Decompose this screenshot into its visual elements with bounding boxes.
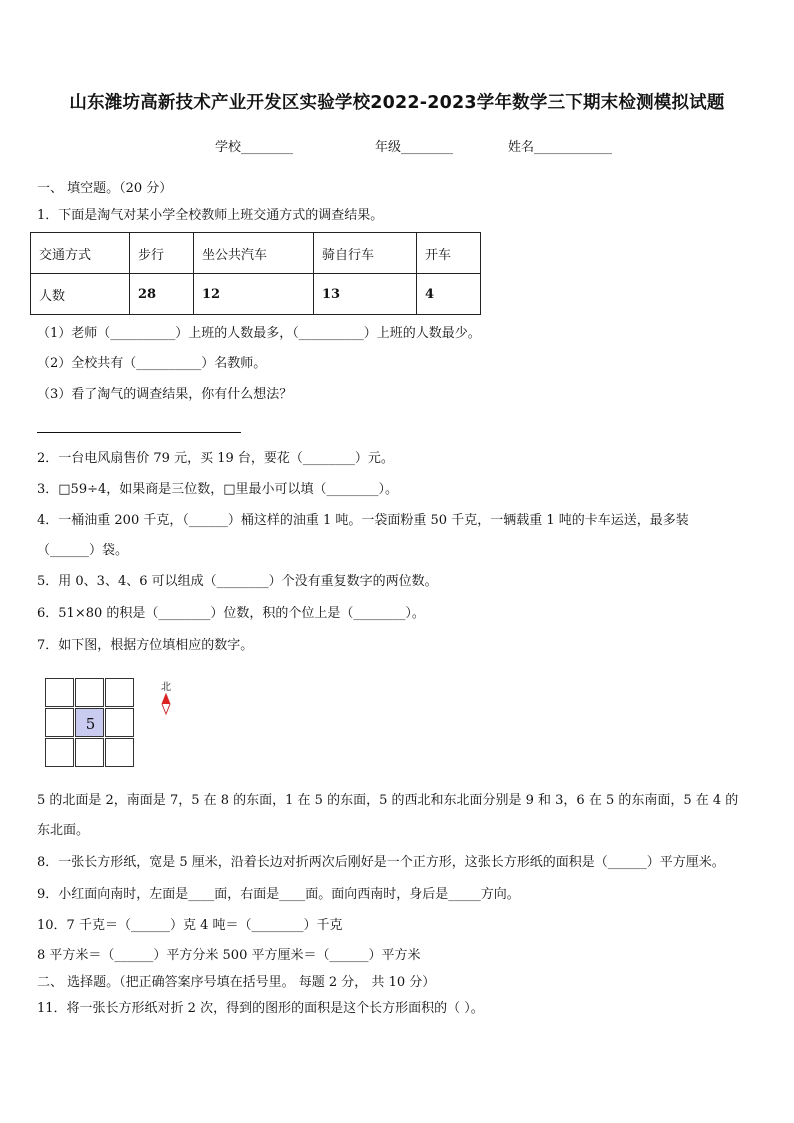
grid-cell [105,738,134,767]
center-number: 5 [85,715,96,733]
grid-cell [105,708,134,737]
table-row [31,274,481,315]
table-cell: 骑自行车 [314,233,417,274]
table-header-row [31,233,481,274]
question-4-line-1: 4．一桶油重 200 千克，（______）桶这样的油重 1 吨。一袋面粉重 50 千克，一辆载重 1 吨的卡车运送，最多装 [37,513,689,528]
question-11: 11．将一张长方形纸对折 2 次，得到的图形的面积是这个长方形面积的（ ）。 [37,1001,484,1016]
compass-arrow-icon [157,693,175,715]
question-1-part-3: （3）看了淘气的调查结果，你有什么想法？ [37,387,293,402]
grid-cell [45,738,74,767]
question-2: 2．一台电风扇售价 79 元，买 19 台，要花（________）元。 [37,451,394,466]
question-4-line-2: （______）袋。 [37,543,129,558]
table-cell: 开车 [417,233,481,274]
question-3: 3．□59÷4，如果商是三位数，□里最小可以填（________）。 [37,482,399,497]
grid-cell [45,708,74,737]
table-cell: 4 [417,274,481,315]
question-1: 1．下面是淘气对某小学全校教师上班交通方式的调查结果。 [37,208,384,223]
question-1-part-2: （2）全校共有（__________）名教师。 [37,356,267,371]
table-cell: 13 [314,274,417,315]
table-cell: 28 [130,274,194,315]
answer-line [37,432,241,433]
north-label: 北 [161,682,171,693]
table-cell: 12 [194,274,314,315]
table-cell: 交通方式 [31,233,130,274]
grid-cell [75,678,104,707]
grid-cell [105,678,134,707]
grid-cell [45,678,74,707]
section-heading-fill-blank: 一、 填空题。（20 分） [37,181,173,196]
question-10-line-1: 10．7 千克＝（______）克 4 吨＝（________）千克 [37,918,343,933]
grade-field: 年级________ [375,140,454,155]
table-cell: 步行 [130,233,194,274]
grid-cell-center [75,708,104,737]
north-compass [157,678,175,719]
section-heading-multiple-choice: 二、 选择题。（把正确答案序号填在括号里。 每题 2 分， 共 10 分） [37,975,436,990]
table-cell: 人数 [31,274,130,315]
question-9: 9．小红面向南时，左面是____面，右面是____面。面向西南时，身后是_____方向。 [37,887,520,902]
question-5: 5．用 0、3、4、6 可以组成（________）个没有重复数字的两位数。 [37,574,438,589]
school-field: 学校________ [215,140,294,155]
question-10-line-2: 8 平方米＝（______）平方分米 500 平方厘米＝（______）平方米 [37,948,421,963]
question-6: 6．51×80 的积是（________）位数，积的个位上是（________）。 [37,606,425,621]
table-cell: 坐公共汽车 [194,233,314,274]
question-7-description-line-1: 5 的北面是 2，南面是 7，5 在 8 的东面，1 在 5 的东面，5 的西北和东北面分别是 9 和 3，6 在 5 的东南面，5 在 4 的 [37,793,739,808]
survey-table [30,232,481,315]
question-7: 7．如下图，根据方位填相应的数字。 [37,638,254,653]
name-field: 姓名____________ [508,140,613,155]
grid-cell [75,738,104,767]
question-1-part-1: （1）老师（__________）上班的人数最多，（__________）上班的人数最少。 [37,326,481,341]
question-8: 8．一张长方形纸，宽是 5 厘米，沿着长边对折两次后刚好是一个正方形，这张长方形纸的面积是（______）平方厘米。 [37,855,725,870]
page-title: 山东潍坊高新技术产业开发区实验学校2022-2023学年数学三下期末检测模拟试题 [69,93,725,113]
question-7-description-line-2: 东北面。 [37,823,90,838]
